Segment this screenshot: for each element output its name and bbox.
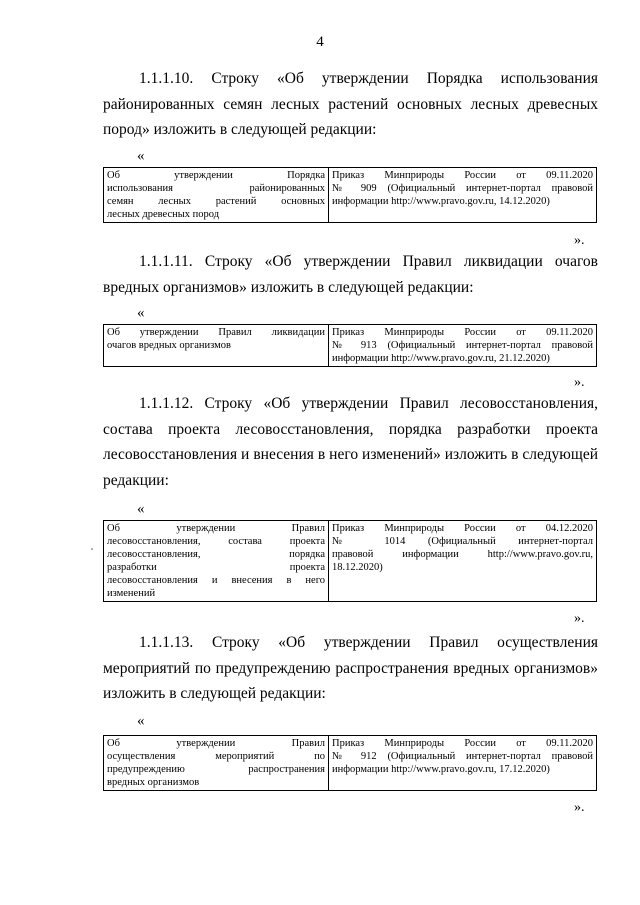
cell-line: Приказ Минприроды России от 09.11.2020 xyxy=(332,327,593,338)
cell-line: изменений xyxy=(107,588,156,599)
table-row xyxy=(104,168,597,223)
heading-line: изложить в следующей редакции: xyxy=(103,685,326,702)
closing-quote: ». xyxy=(574,611,585,626)
table-row xyxy=(104,736,597,791)
cell-line: информации http://www.pravo.gov.ru, 17.12.2020) xyxy=(332,764,550,775)
cell-line: правовой информации http://www.pravo.gov.ru, xyxy=(332,549,593,560)
cell-line: лесовосстановления и внесения в него xyxy=(107,575,325,586)
section-13-heading xyxy=(103,630,598,707)
cell-line: разработки проекта xyxy=(107,562,325,573)
table-row xyxy=(104,521,597,602)
cell-line: информации http://www.pravo.gov.ru, 14.12.2020) xyxy=(332,196,550,207)
cell-line: Приказ Минприроды России от 09.11.2020 xyxy=(332,170,593,181)
heading-line: пород» изложить в следующей редакции: xyxy=(103,121,377,138)
reference-cell xyxy=(329,521,597,602)
opening-quote: « xyxy=(137,148,145,164)
section-10-table xyxy=(103,167,597,223)
heading-line: лесовосстановления и внесения в него изменений» изложить в следующей xyxy=(103,446,598,463)
opening-quote: « xyxy=(137,501,145,517)
heading-line: 1.1.1.11. Строку «Об утверждении Правил ликвидации очагов xyxy=(139,253,598,270)
cell-line: Об утверждении Правил xyxy=(107,738,325,749)
section-12-heading xyxy=(103,391,598,493)
section-11-table xyxy=(103,324,597,367)
opening-quote: « xyxy=(137,305,145,321)
cell-line: лесных древесных пород xyxy=(107,209,220,220)
cell-line: лесовосстановления, состава проекта xyxy=(107,536,325,547)
section-11-heading xyxy=(103,249,598,300)
heading-line: редакции: xyxy=(103,471,169,489)
reference-cell xyxy=(329,736,597,791)
heading-line: состава проекта лесовосстановления, порядка разработки проекта xyxy=(103,420,598,438)
cell-line: Об утверждении Правил ликвидации xyxy=(107,327,325,338)
title-cell xyxy=(104,168,329,223)
cell-line: № 1014 (Официальный интернет-портал xyxy=(332,536,593,547)
cell-line: вредных организмов xyxy=(107,777,200,788)
cell-line: семян лесных растений основных xyxy=(107,196,325,207)
cell-line: Об утверждении Правил xyxy=(107,523,325,534)
title-cell xyxy=(104,521,329,602)
cell-line: очагов вредных организмов xyxy=(107,340,231,351)
section-12-table xyxy=(103,520,597,602)
scan-speck xyxy=(91,548,93,550)
section-13-table xyxy=(103,735,597,791)
cell-line: информации http://www.pravo.gov.ru, 21.12.2020) xyxy=(332,353,550,364)
heading-line: 1.1.1.12. Строку «Об утверждении Правил лесовосстановления, xyxy=(139,395,598,412)
cell-line: Приказ Минприроды России от 09.11.2020 xyxy=(332,738,593,749)
title-cell xyxy=(104,736,329,791)
heading-line: мероприятий по предупреждению распространения вредных организмов» xyxy=(103,659,598,677)
cell-line: осуществления мероприятий по xyxy=(107,751,325,762)
cell-line: № 909 (Официальный интернет-портал правовой xyxy=(332,183,593,194)
heading-line: районированных семян лесных растений основных лесных древесных xyxy=(103,95,598,113)
closing-quote: ». xyxy=(574,375,585,390)
cell-line: лесовосстановления, порядка xyxy=(107,549,325,560)
cell-line: Приказ Минприроды России от 04.12.2020 xyxy=(332,523,593,534)
heading-line: 1.1.1.10. Строку «Об утверждении Порядка использования xyxy=(139,70,598,87)
cell-line: использования районированных xyxy=(107,183,325,194)
title-cell xyxy=(104,325,329,367)
section-10-heading xyxy=(103,66,598,143)
cell-line: 18.12.2020) xyxy=(332,562,383,573)
cell-line: Об утверждении Порядка xyxy=(107,170,325,181)
page-number: 4 xyxy=(316,34,324,50)
opening-quote: « xyxy=(137,713,145,729)
closing-quote: ». xyxy=(574,800,585,815)
heading-line: 1.1.1.13. Строку «Об утверждении Правил осуществления xyxy=(139,634,598,651)
heading-line: вредных организмов» изложить в следующей редакции: xyxy=(103,278,474,296)
table-row xyxy=(104,325,597,367)
closing-quote: ». xyxy=(574,233,585,248)
reference-cell xyxy=(329,168,597,223)
reference-cell xyxy=(329,325,597,367)
cell-line: № 912 (Официальный интернет-портал правовой xyxy=(332,751,593,762)
cell-line: предупреждению распространения xyxy=(107,764,325,775)
cell-line: № 913 (Официальный интернет-портал правовой xyxy=(332,340,593,351)
